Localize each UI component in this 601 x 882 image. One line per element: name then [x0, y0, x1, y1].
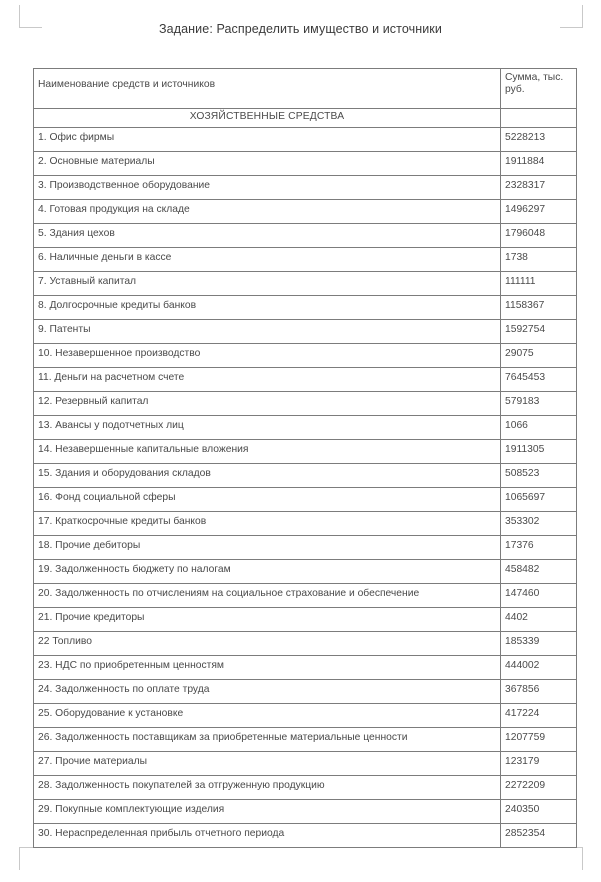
table-row: [34, 776, 577, 800]
cell-item-name: 2. Основные материалы: [34, 152, 501, 176]
cell-item-sum: 7645453: [501, 368, 577, 392]
cell-item-sum: 29075: [501, 344, 577, 368]
cell-item-sum: 458482: [501, 560, 577, 584]
cell-item-name: 13. Авансы у подотчетных лиц: [34, 416, 501, 440]
cell-item-name: 30. Нераспределенная прибыль отчетного периода: [34, 824, 501, 848]
table-row: [34, 320, 577, 344]
cell-item-sum: 1065697: [501, 488, 577, 512]
column-header-name: Наименование средств и источников: [34, 69, 501, 109]
cell-item-sum: 1911884: [501, 152, 577, 176]
table-row: [34, 800, 577, 824]
table-row: [34, 584, 577, 608]
table-body: [34, 69, 577, 848]
crop-mark-bottom-right: [560, 847, 583, 870]
cell-item-name: 27. Прочие материалы: [34, 752, 501, 776]
cell-item-name: 12. Резервный капитал: [34, 392, 501, 416]
cell-item-name: 7. Уставный капитал: [34, 272, 501, 296]
cell-item-name: 17. Краткосрочные кредиты банков: [34, 512, 501, 536]
cell-item-sum: 367856: [501, 680, 577, 704]
cell-item-sum: 1796048: [501, 224, 577, 248]
cell-item-name: 6. Наличные деньги в кассе: [34, 248, 501, 272]
cell-item-sum: 1158367: [501, 296, 577, 320]
table-row: [34, 248, 577, 272]
table-row: [34, 296, 577, 320]
section-header-row: [34, 109, 577, 128]
table-row: [34, 392, 577, 416]
table-row: [34, 752, 577, 776]
cell-item-name: 18. Прочие дебиторы: [34, 536, 501, 560]
cell-item-sum: 1911305: [501, 440, 577, 464]
cell-item-sum: 2328317: [501, 176, 577, 200]
cell-item-sum: 1066: [501, 416, 577, 440]
cell-item-sum: 240350: [501, 800, 577, 824]
cell-item-name: 10. Незавершенное производство: [34, 344, 501, 368]
cell-item-sum: 508523: [501, 464, 577, 488]
cell-item-sum: 417224: [501, 704, 577, 728]
cell-item-sum: 5228213: [501, 128, 577, 152]
table-header-row: [34, 69, 577, 109]
cell-item-name: 5. Здания цехов: [34, 224, 501, 248]
section-header-sum-cell: [501, 109, 577, 128]
cell-item-sum: 185339: [501, 632, 577, 656]
table-row: [34, 536, 577, 560]
table-row: [34, 200, 577, 224]
cell-item-name: 19. Задолженность бюджету по налогам: [34, 560, 501, 584]
table-row: [34, 608, 577, 632]
cell-item-name: 11. Деньги на расчетном счете: [34, 368, 501, 392]
column-header-sum: Сумма, тыс. руб.: [501, 69, 577, 109]
cell-item-sum: 111111: [501, 272, 577, 296]
table-row: [34, 512, 577, 536]
table-row: [34, 488, 577, 512]
cell-item-name: 21. Прочие кредиторы: [34, 608, 501, 632]
cell-item-sum: 1738: [501, 248, 577, 272]
cell-item-sum: 147460: [501, 584, 577, 608]
cell-item-sum: 17376: [501, 536, 577, 560]
cell-item-sum: 123179: [501, 752, 577, 776]
section-header-label: ХОЗЯЙСТВЕННЫЕ СРЕДСТВА: [34, 109, 501, 128]
cell-item-name: 24. Задолженность по оплате труда: [34, 680, 501, 704]
table-row: [34, 440, 577, 464]
balance-sheet-table: [33, 68, 577, 848]
cell-item-name: 14. Незавершенные капитальные вложения: [34, 440, 501, 464]
cell-item-name: 22 Топливо: [34, 632, 501, 656]
table-row: [34, 656, 577, 680]
table-row: [34, 152, 577, 176]
page-title: Задание: Распределить имущество и источники: [159, 22, 442, 36]
cell-item-name: 25. Оборудование к установке: [34, 704, 501, 728]
table-row: [34, 704, 577, 728]
cell-item-name: 23. НДС по приобретенным ценностям: [34, 656, 501, 680]
cell-item-sum: 1496297: [501, 200, 577, 224]
cell-item-name: 16. Фонд социальной сферы: [34, 488, 501, 512]
crop-mark-bottom-left: [19, 847, 42, 870]
cell-item-name: 15. Здания и оборудования складов: [34, 464, 501, 488]
cell-item-sum: 444002: [501, 656, 577, 680]
table-row: [34, 176, 577, 200]
cell-item-name: 26. Задолженность поставщикам за приобретенные материальные ценности: [34, 728, 501, 752]
table-row: [34, 416, 577, 440]
table-row: [34, 632, 577, 656]
table-row: [34, 680, 577, 704]
table-row: [34, 560, 577, 584]
cell-item-name: 4. Готовая продукция на складе: [34, 200, 501, 224]
cell-item-sum: 1207759: [501, 728, 577, 752]
table-row: [34, 128, 577, 152]
cell-item-sum: 579183: [501, 392, 577, 416]
cell-item-name: 9. Патенты: [34, 320, 501, 344]
table-row: [34, 464, 577, 488]
cell-item-sum: 2272209: [501, 776, 577, 800]
table-row: [34, 368, 577, 392]
cell-item-name: 29. Покупные комплектующие изделия: [34, 800, 501, 824]
cell-item-sum: 1592754: [501, 320, 577, 344]
table-row: [34, 824, 577, 848]
cell-item-name: 8. Долгосрочные кредиты банков: [34, 296, 501, 320]
cell-item-name: 20. Задолженность по отчислениям на социальное страхование и обеспечение: [34, 584, 501, 608]
table-row: [34, 224, 577, 248]
cell-item-sum: 2852354: [501, 824, 577, 848]
balance-sheet-table-container: [33, 68, 576, 848]
table-row: [34, 272, 577, 296]
cell-item-name: 1. Офис фирмы: [34, 128, 501, 152]
table-row: [34, 728, 577, 752]
cell-item-name: 3. Производственное оборудование: [34, 176, 501, 200]
cell-item-name: 28. Задолженность покупателей за отгруженную продукцию: [34, 776, 501, 800]
cell-item-sum: 353302: [501, 512, 577, 536]
table-row: [34, 344, 577, 368]
cell-item-sum: 4402: [501, 608, 577, 632]
